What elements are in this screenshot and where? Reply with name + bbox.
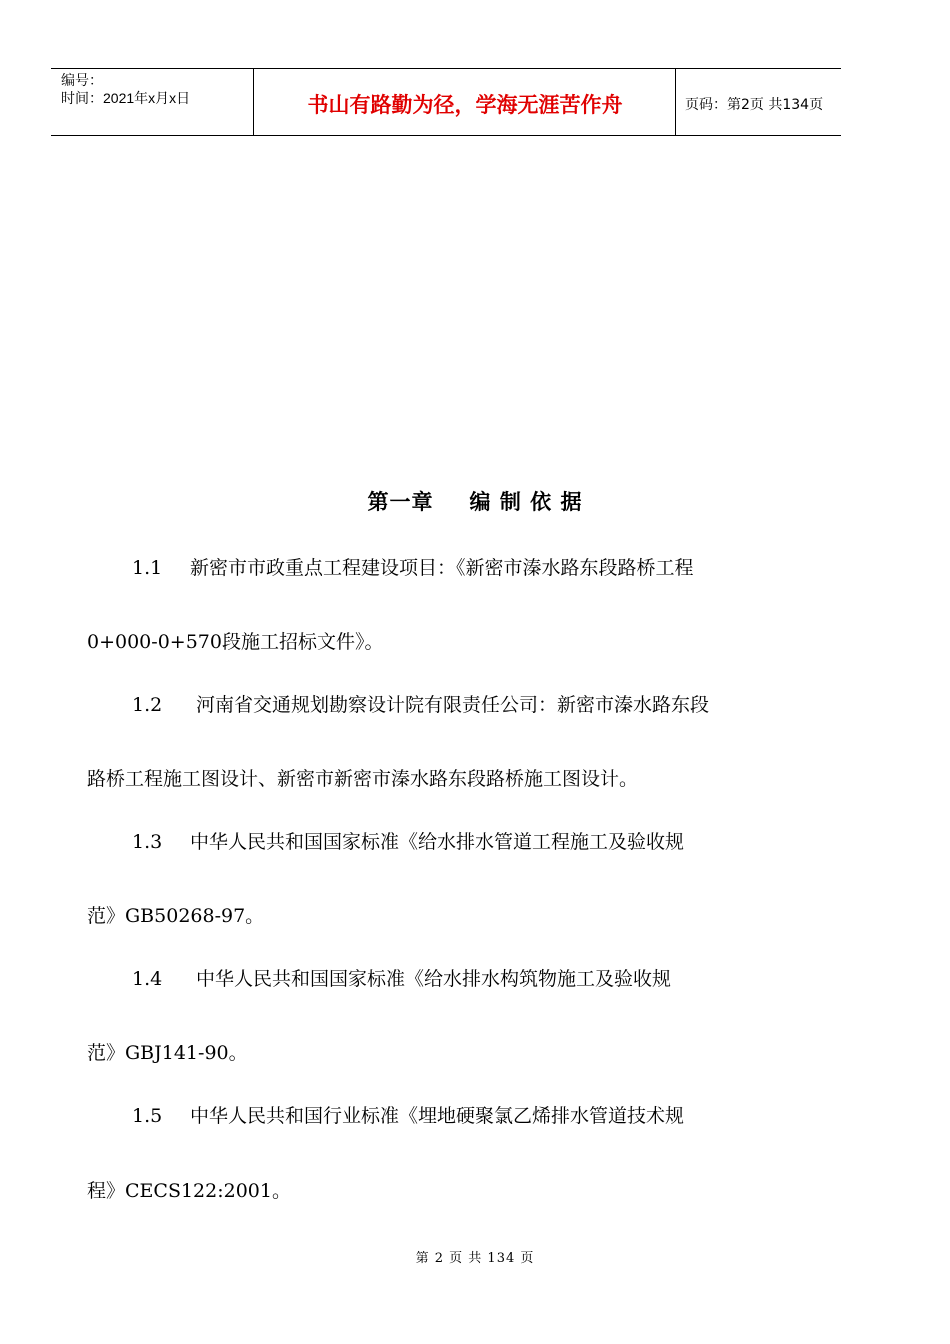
- chapter-title: 编 制 依 据: [469, 490, 583, 514]
- item-number: 1.3: [132, 831, 163, 853]
- item-line2: 路桥工程施工图设计、新密市新密市溱水路东段路桥施工图设计。: [87, 768, 639, 790]
- item-number: 1.4: [132, 968, 163, 990]
- item-line1: 新密市市政重点工程建设项目：《新密市溱水路东段路桥工程: [190, 557, 694, 579]
- item-line2: 范》GBJ141-90。: [87, 1042, 248, 1064]
- item-line2: 程》CECS122:2001。: [87, 1180, 291, 1202]
- time-label: 时间：2021年x月x日: [61, 90, 191, 106]
- list-item: [87, 553, 807, 580]
- item-number: 1.5: [132, 1105, 163, 1127]
- item-line2: 0+000-0+570段施工招标文件》。: [87, 631, 384, 653]
- item-line1: 中华人民共和国国家标准《给水排水管道工程施工及验收规: [190, 831, 685, 853]
- list-item-continuation: [87, 627, 807, 654]
- page-header: [51, 68, 841, 136]
- list-item: [87, 827, 807, 854]
- list-item: [87, 1101, 807, 1128]
- list-item-continuation: [87, 764, 807, 791]
- item-line2: 范》GB50268-97。: [87, 905, 265, 927]
- item-number: 1.2: [132, 694, 163, 716]
- list-item-continuation: [87, 1176, 807, 1203]
- list-item-continuation: [87, 901, 807, 928]
- chapter-number: 第一章: [367, 490, 434, 514]
- header-page-info: 页码：第2页 共134页: [685, 97, 824, 113]
- item-number: 1.1: [132, 557, 163, 579]
- item-line1: 中华人民共和国国家标准《给水排水构筑物施工及验收规: [190, 968, 672, 990]
- header-meta: [51, 69, 254, 135]
- header-motto: 书山有路勤为径，学海无涯苦作舟: [255, 69, 676, 135]
- page-footer: 第 2 页 共 134 页: [415, 1251, 535, 1266]
- item-line1: 河南省交通规划勘察设计院有限责任公司：新密市溱水路东段: [190, 694, 710, 716]
- item-line1: 中华人民共和国行业标准《埋地硬聚氯乙烯排水管道技术规: [190, 1105, 685, 1127]
- list-item-continuation: [87, 1038, 807, 1065]
- list-item: [87, 964, 807, 991]
- list-item: [87, 690, 807, 717]
- chapter-heading: [0, 486, 950, 516]
- serial-label: 编号：: [61, 72, 103, 88]
